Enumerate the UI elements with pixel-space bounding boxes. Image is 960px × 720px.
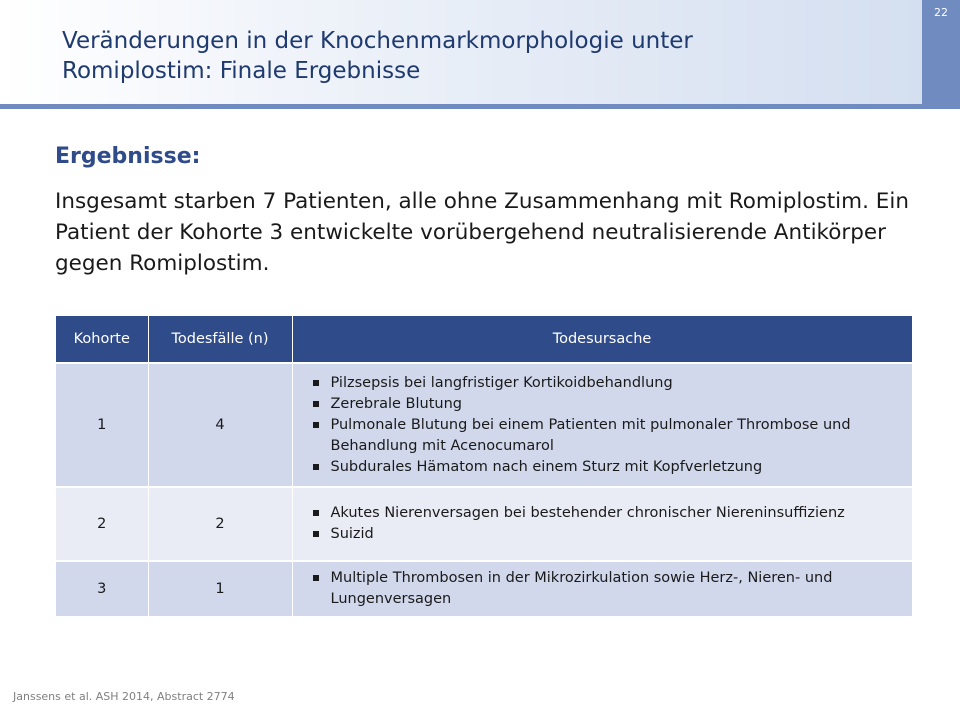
cause-list [293, 562, 912, 616]
cause-item: Pilzsepsis bei langfristiger Kortikoidbehandlung [313, 373, 908, 394]
cause-item: Pulmonale Blutung bei einem Patienten mit pulmonaler Thrombose und Behandlung mit Acenocumarol [313, 415, 908, 457]
deaths-cell: 1 [148, 561, 292, 616]
cause-cell [292, 363, 912, 487]
column-header-kohorte: Kohorte [56, 316, 148, 363]
slide-title: Veränderungen in der Knochenmarkmorphologie unter Romiplostim: Finale Ergebnisse [62, 28, 693, 84]
header-divider [0, 104, 960, 109]
cause-list [293, 497, 912, 551]
kohorte-cell: 3 [56, 561, 148, 616]
results-table [56, 316, 913, 616]
kohorte-cell: 1 [56, 363, 148, 487]
cause-item: Multiple Thrombosen in der Mikrozirkulation sowie Herz-, Nieren- und Lungenversagen [313, 568, 908, 610]
table-row [56, 561, 912, 616]
cause-list [293, 367, 912, 484]
deaths-cell: 2 [148, 487, 292, 561]
table-row [56, 487, 912, 561]
section-heading: Ergebnisse: [55, 144, 201, 169]
column-header-deaths: Todesfälle (n) [148, 316, 292, 363]
table-header-row [56, 316, 912, 363]
table-row [56, 363, 912, 487]
cause-item: Suizid [313, 524, 908, 545]
cause-item: Subdurales Hämatom nach einem Sturz mit Kopfverletzung [313, 457, 908, 478]
column-header-cause: Todesursache [292, 316, 912, 363]
cause-cell [292, 561, 912, 616]
cause-item: Zerebrale Blutung [313, 394, 908, 415]
cause-cell [292, 487, 912, 561]
deaths-cell: 4 [148, 363, 292, 487]
intro-text: Insgesamt starben 7 Patienten, alle ohne Zusammenhang mit Romiplostim. Ein Patient der Kohorte 3 entwickelte vorübergehend neutralisierende Antikörper gegen Romiplostim. [55, 189, 909, 276]
footnote-citation: Janssens et al. ASH 2014, Abstract 2774 [13, 690, 235, 703]
kohorte-cell: 2 [56, 487, 148, 561]
cause-item: Akutes Nierenversagen bei bestehender chronischer Niereninsuffizienz [313, 503, 908, 524]
page-number: 22 [934, 6, 948, 19]
